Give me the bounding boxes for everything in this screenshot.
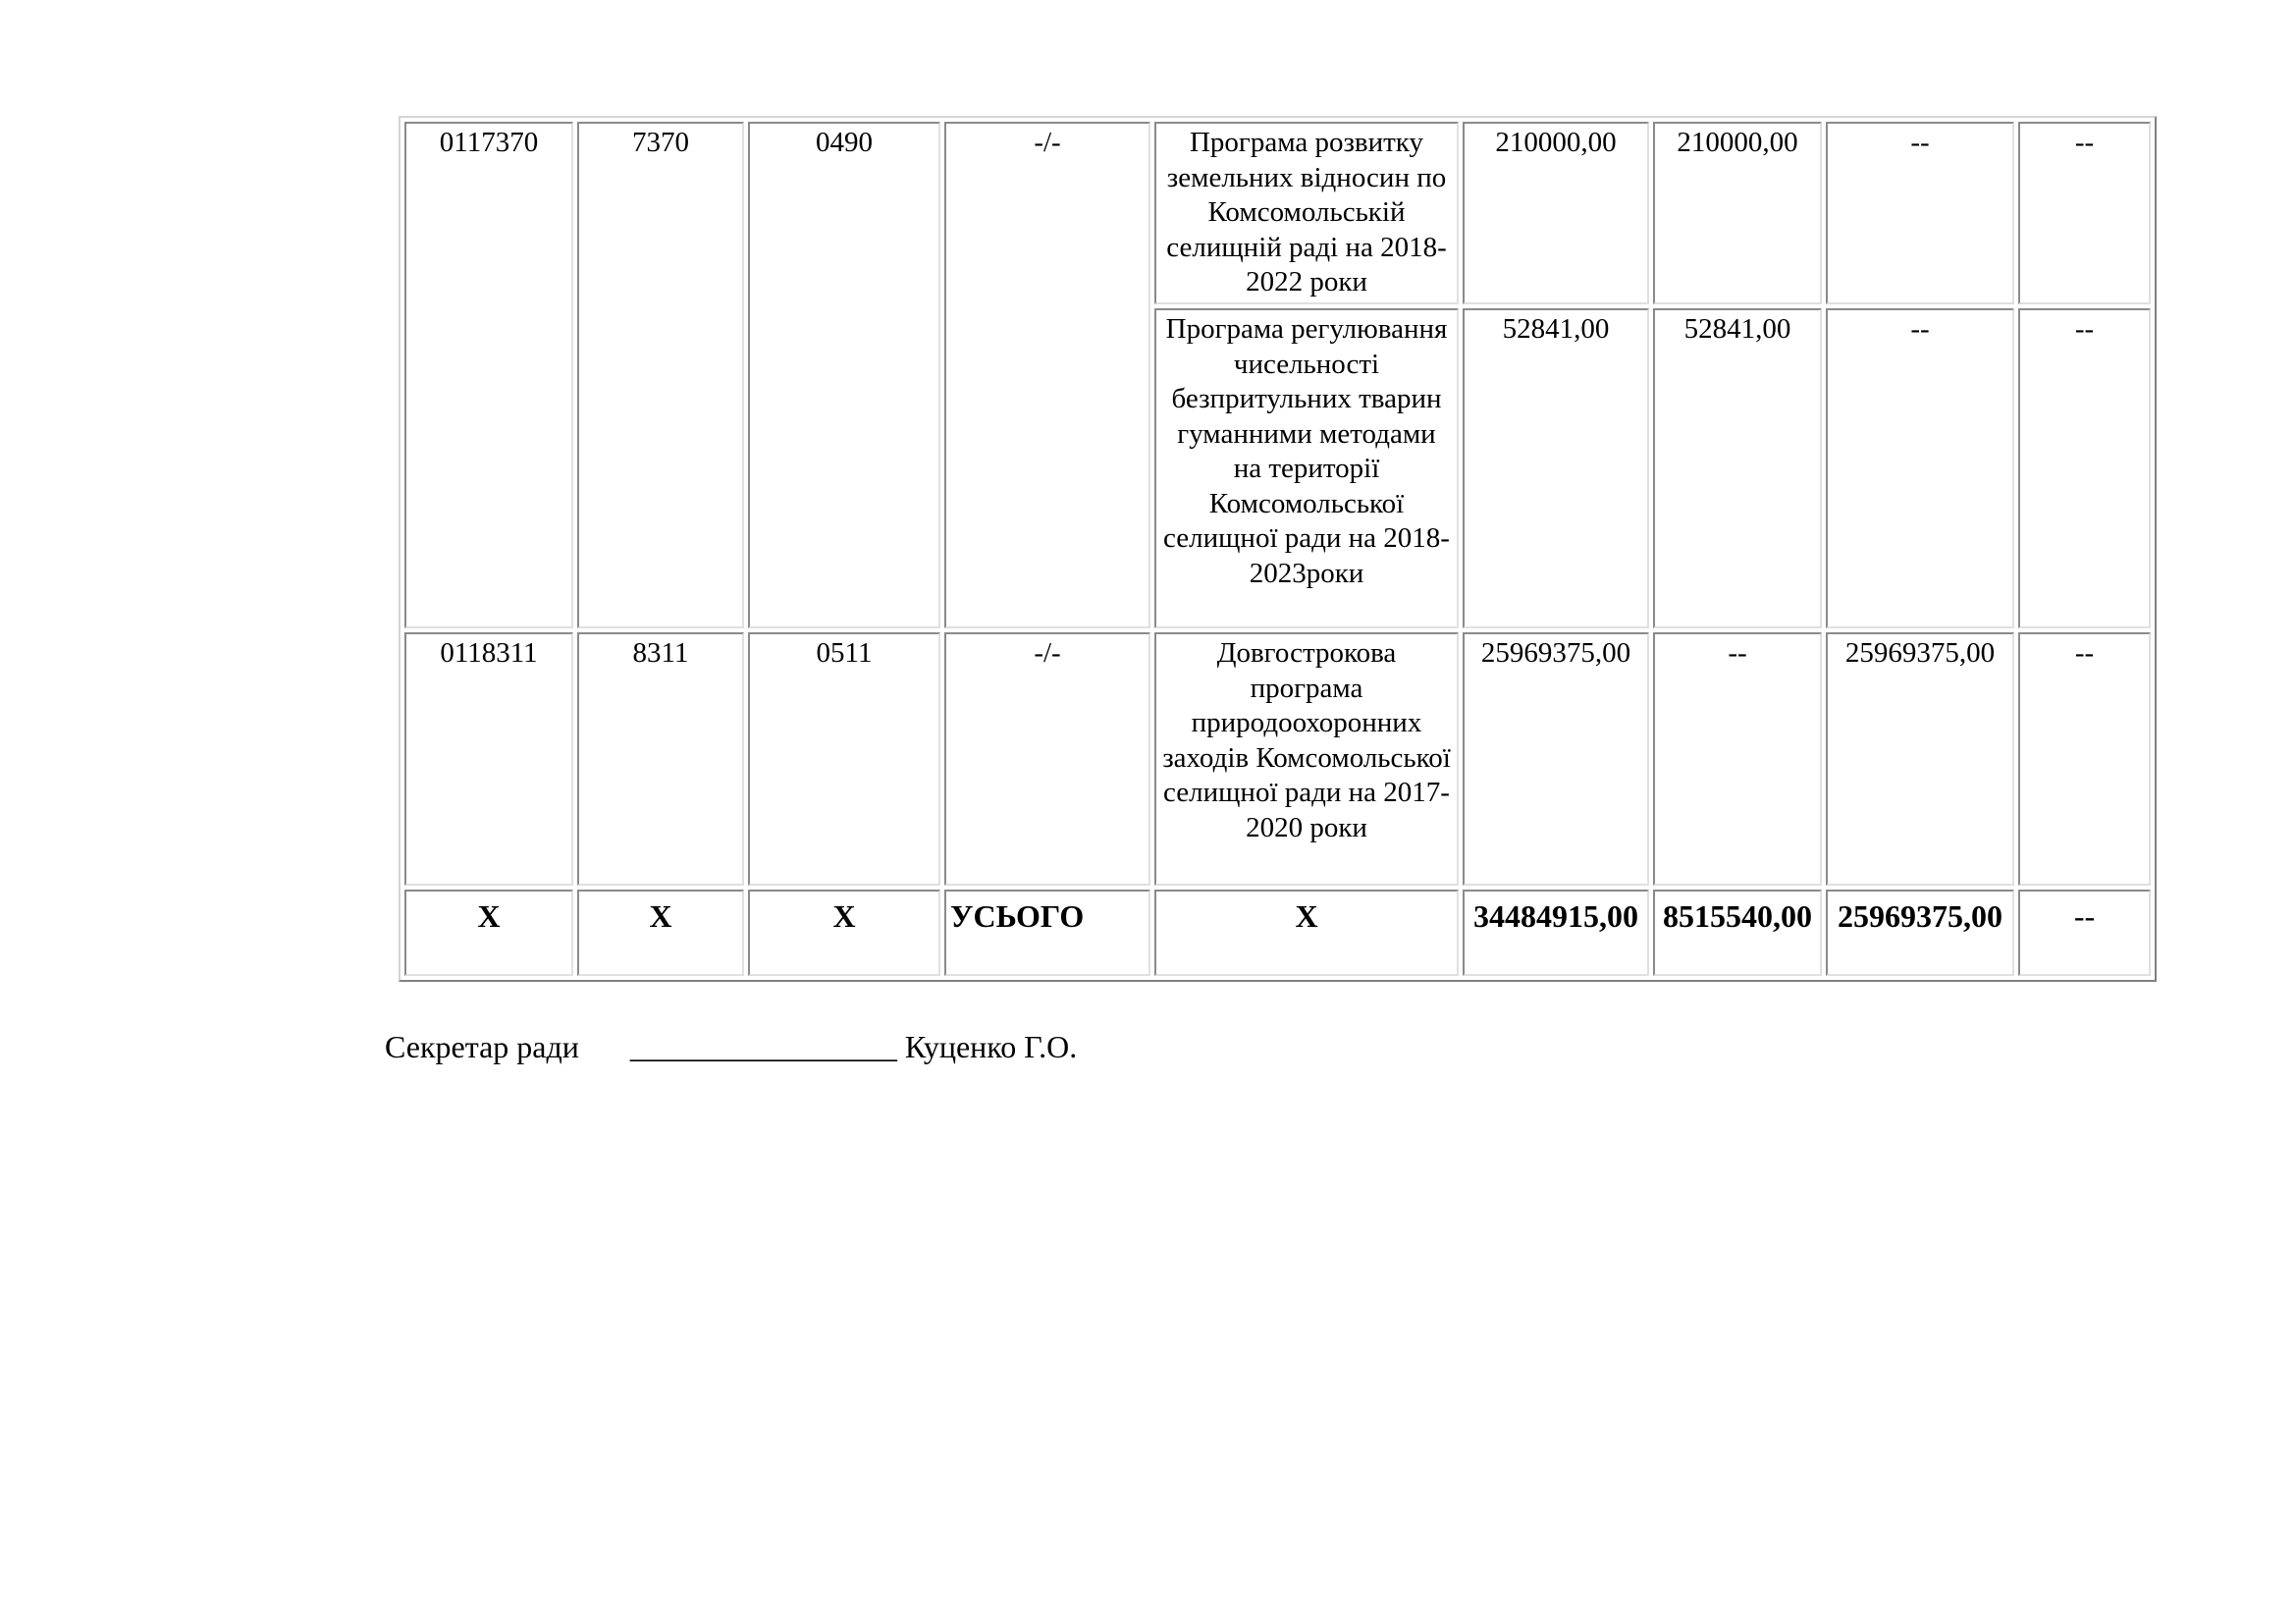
table-cell-code-program: 0117370 [404, 122, 573, 628]
table-cell-code-classification: 0511 [748, 632, 940, 886]
table-total-row [404, 890, 2151, 976]
signature-name: Куценко Г.О. [904, 1029, 1078, 1064]
table-cell-special-fund: -- [1826, 122, 2014, 304]
table-cell-code-classification: 0490 [748, 122, 940, 628]
table-row [404, 632, 2151, 886]
table-cell-total: 52841,00 [1463, 308, 1649, 628]
table-cell-total: 210000,00 [1463, 122, 1649, 304]
table-cell-special-fund: 25969375,00 [1826, 632, 2014, 886]
table-row [404, 122, 2151, 304]
table-cell-other: -- [2018, 632, 2151, 886]
total-sum: 34484915,00 [1463, 890, 1649, 976]
total-label: УСЬОГО [944, 890, 1150, 976]
total-cell-x: Х [577, 890, 744, 976]
total-cell-x: Х [404, 890, 573, 976]
budget-programs-table [399, 116, 2157, 982]
table-cell-code-function: 8311 [577, 632, 744, 886]
table-cell-code-other: -/- [944, 122, 1150, 628]
table-cell-code-program: 0118311 [404, 632, 573, 886]
total-special-fund: 25969375,00 [1826, 890, 2014, 976]
table-cell-other: -- [2018, 308, 2151, 628]
signature-line: _________________ [629, 1029, 897, 1064]
total-other: -- [2018, 890, 2151, 976]
signature-block [385, 1029, 1077, 1065]
table-cell-program-name: Програма регулювання чисельності безпритульних тварин гуманними методами на території Комсомольської селищної ради на 2018-2023роки [1154, 308, 1459, 628]
table-cell-general-fund: 52841,00 [1653, 308, 1822, 628]
table-cell-code-other: -/- [944, 632, 1150, 886]
total-cell-x: Х [1154, 890, 1459, 976]
table-cell-general-fund: 210000,00 [1653, 122, 1822, 304]
table-cell-code-function: 7370 [577, 122, 744, 628]
table-cell-program-name: Програма розвитку земельних відносин по Комсомольській селищній раді на 2018-2022 роки [1154, 122, 1459, 304]
table-cell-other: -- [2018, 122, 2151, 304]
table-cell-special-fund: -- [1826, 308, 2014, 628]
table-cell-general-fund: -- [1653, 632, 1822, 886]
total-general-fund: 8515540,00 [1653, 890, 1822, 976]
total-cell-x: Х [748, 890, 940, 976]
signature-title: Секретар ради [385, 1029, 579, 1064]
table-cell-total: 25969375,00 [1463, 632, 1649, 886]
table-cell-program-name: Довгострокова програма природоохоронних заходів Комсомольської селищної ради на 2017-2020 роки [1154, 632, 1459, 886]
